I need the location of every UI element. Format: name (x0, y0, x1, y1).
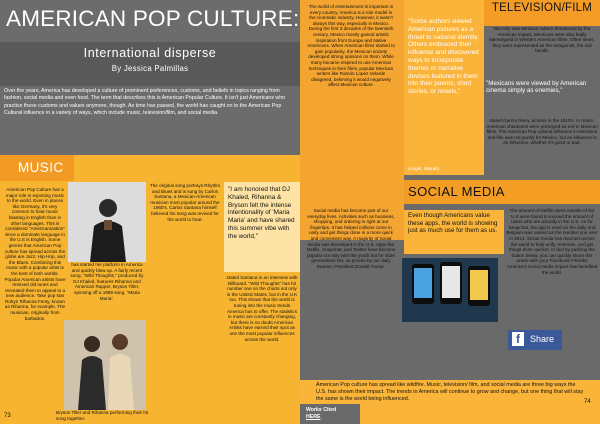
authors-quote-attribution: (Angel, Miquel). (408, 166, 441, 171)
music-column-3: The original song portrays Rhythm and Blues and is sung by Carlos Santana, a Mexican-American musician most popular around the 1960's. Carlos Santana himself believed his song was revived for the world to hear. (149, 183, 221, 222)
performance-photo (64, 320, 146, 410)
tv-column-1: The world of entertainment is important in every country. America is a role model in the cinematic industry. However, it wasn't always this way, especially in Mexico. During the first 3 decades of the twentieth century, Mexico mostly gained artistic inspiration from Europe and Native Americans. When American films started to gain popularity, the Mexican society developed strong opinions on them. While many became inspired to use American techniques in their films, popular Mexican writers like Ramón Lopez Velarde disagreed, believing it would negatively affect Mexican culture. (307, 4, 395, 88)
works-cited-link[interactable]: HERE (306, 414, 321, 420)
mexicans-quote: "Mexicans were viewed by American cinema simply as enemies," (486, 80, 587, 95)
facebook-icon: f (512, 332, 524, 346)
performers-image (64, 320, 146, 410)
page-title: AMERICAN POP CULTURE: (6, 6, 300, 31)
right-page (300, 0, 600, 424)
social-section-title: SOCIAL MEDIA (408, 184, 505, 199)
santana-quote: "I am honored that DJ Khaled, Rihanna & Bryson felt the intense intentionality of 'Maria Maria' and have shared this summer vibe with the world," (228, 186, 295, 240)
works-cited-label: Works Cited (306, 407, 337, 413)
share-label: Share (530, 334, 555, 344)
subtitle: International disperse (83, 46, 217, 60)
intro-paragraph: Over the years, America has developed a culture of prominent preferences, customs, and beliefs in topics ranging from fashion, social media and even food. The term that describes this is American Popular Culture. It isn't just Americans who practice these customs and values anymore, though. As time has passed, the world has caught on to the American Pop Cultural influence in a variety of ways, which include music, television/film, and social media. (4, 88, 286, 116)
phones-photo (402, 258, 498, 322)
artist-silhouette-image (68, 182, 146, 262)
tv-section-title: TELEVISION/FILM (491, 2, 593, 14)
social-column-1: Social media has become part of our everyday lives. Activities such as business, shopping, and ordering is right at our fingertips. It has helped millions come in unity and get things done in a more quick and convenient way. A majority of social media was developed in the U.S. Apps like Netflix, Snapchat, and Twitter have become popular not only with the youth but for older generations too; as proven by our daily tweeter, President Donald Trump. (306, 208, 396, 269)
music-section-title: MUSIC (18, 160, 64, 175)
artist-photo-top (68, 182, 146, 262)
page-number-right: 74 (584, 399, 591, 405)
social-quote: Even though Americans value these apps, the world is showing just as much use for them as us. (408, 212, 498, 235)
tv-column-3: stated García Riera, actress in the 1910's. In return, American characters were portrayed as evil in Mexican films. The American Pop cultural influence in television and film was not purely for Mexico, but an influence is an influence, whether it's good or bad. (486, 118, 598, 146)
music-column-2: has started her platform in America and quickly blew up. A fairly recent song, "Wild Thoughts," produced by DJ Khaled, features Rihanna and American Rapper, Bryson Tiller, spinning off a 1999 song, "Maria Maria". (70, 262, 144, 301)
music-column-4: stated Santana in an interview with Billboard. "Wild Thoughts" has hit number one on the charts not only in the United States, but in the U.K too. This shows that the world is tuning into the music trends America has to offer. The statistics in music are constantly changing, but there is no doubt American Artists have earned their spot as one the most popular influences across the world. (226, 275, 298, 342)
tv-column-2: Not only was Mexican culture threatened by the American impact, Mexicans were also badly stereotyped in Western American films. Often times, they were represented as the antagonist, the evil bandit. (489, 26, 595, 54)
social-column-2: The amount of Netflix users outside of the U.S were found to exceed the amount of users who are actually in the U.S. As for Snapchat, the app is used on the daily and Belgium was ranked as the number one user in 2014. Social media has reached across the world to help unify, entertain, and get things done quicker. In fact by pushing the button below, you can quickly share this article with your Facebook Friends! America's social media impact has benefited the world. (506, 208, 598, 275)
photo-caption: Bryson Tiller and Rihanna performing their hit song together. (56, 410, 149, 421)
smartphones-image (402, 258, 498, 322)
conclusion-paragraph: American Pop culture has spread like wildfire. Music, television/ film, and social media are three big ways the U.S. has shown their impact. The trends in America will continue to grow and change, but one thing that will stay the same is the world being influenced. (316, 382, 584, 403)
authors-quote: "Some authors viewed American pictures as a threat to national identity. Others embraced their influence and discovered ways to incorporate themes or narrative devices featured in them into their poems, short stories, or novels," (408, 18, 479, 96)
page-number-left: 73 (4, 413, 11, 419)
music-column-1: American Pop Culture has a major role in exposing music to the world. Even in places like Germany, it's very common to hear music blasting in English than in other languages. This is considered "Americanization" since a dominate language in the U.S is English. Some genres that American Pop culture has spread across the globe are Jazz, Hip-Hop, and the Blues. Combining this music with a popular artist is the best of both worlds. Popular American artists have remixed old tunes and recreated them to appeal to a new audience. Take pop star Robyn Rihanna Fenty, known as Rihanna, for example. The musician, originally from barbados, (4, 187, 66, 321)
byline: By Jessica Palmillas (111, 64, 189, 73)
